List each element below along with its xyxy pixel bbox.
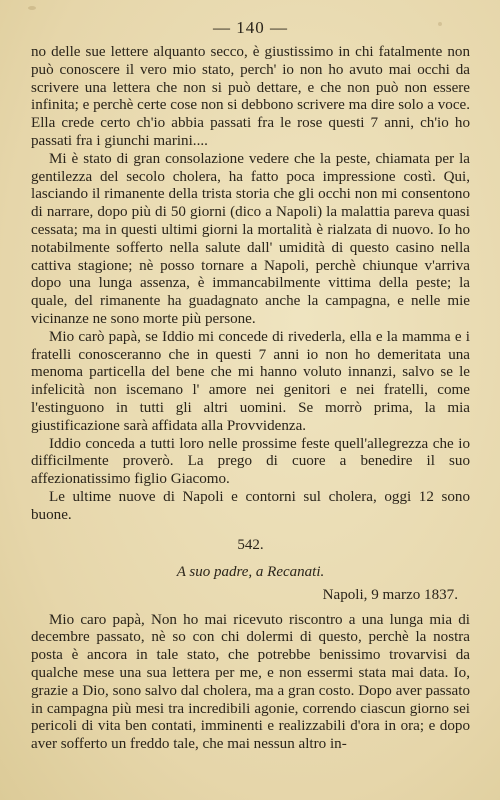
text-body (31, 44, 470, 754)
paragraph: Iddio conceda a tutti loro nelle prossime feste quell'allegrezza che io difficilmente proverò. La prego di cuore a benedire il suo affezionatissimo figlio Giacomo. (31, 435, 470, 488)
paragraph: Le ultime nuove di Napoli e contorni sul cholera, oggi 12 sono buone. (31, 488, 470, 523)
paragraph: no delle sue lettere alquanto secco, è giustissimo in chi fatalmente non può conoscere il vero mio stato, perch' io non ho avuto mai occhi da scrivere una lettera che non si può dettare, e che non può non essere infinita; e perchè certe cose non si debbono scrivere ma dire solo a voce. Ella crede certo ch'io abbia passati fra le rose questi 7 anni, ch'io ho passati fra i giunchi marini.... (31, 44, 470, 149)
paragraph: Mio caro papà, Non ho mai ricevuto riscontro a una lunga mia di decembre passato, nè so con chi dolermi di questo, perchè la nostra posta è ancora in tale stato, che potrebbe benissimo trovarvisi da qualche mese una sua lettera per me, e non essermi stata mai data. Io, grazie a Dio, sono salvo dal cholera, ma a gran costo. Dopo aver passato in campagna più mesi tra incredibili agonie, correndo ciascun giorno sei pericoli di vita ben contati, imminenti e realizzabili d'ora in ora; e dopo aver sofferto un freddo tale, che mai nessun altro in- (31, 611, 470, 753)
letter-number: 542. (237, 536, 264, 553)
paragraph: Mi è stato di gran consolazione vedere che la peste, chiamata per la gentilezza del secolo cholera, ha fatto poca impressione costì. Qui, lasciando il rimanente della trista storia che gli occhi non mi consentono di narrare, dopo più di 50 giorni (dico a Napoli) la malattia pareva quasi cessata; ma in questi ultimi giorni la mortalità è rialzata di nuovo. Io ho notabilmente sofferto nella salute dall' umidità di questo casino nella cattiva stagione; nè posso tornare a Napoli, perchè chiunque v'arriva dopo una lunga assenza, è immancabilmente vittima della peste; la quale, del rimanente ha guadagnato anche la campagna, e nelle mie vicinanze ne sono morte più persone. (31, 150, 470, 327)
page-number: — 140 — (213, 18, 288, 37)
letter-recipient: A suo padre, a Recanati. (176, 563, 325, 580)
paper-stain (438, 22, 442, 26)
letter-dateline: Napoli, 9 marzo 1837. (322, 586, 458, 603)
paper-stain (28, 6, 36, 10)
paragraph: Mio carò papà, se Iddio mi concede di rivederla, ella e la mamma e i fratelli conosceranno che in questi 7 anni io non ho demeritata una menoma particella del bene che mi hanno voluto innanzi, salvo se le infelicità non iscemano l' amore nei genitori e nei fratelli, come l'estinguono in tutti gli altri uomini. Se morrò prima, la mia giustificazione sarà affidata alla Provvidenza. (31, 328, 470, 434)
